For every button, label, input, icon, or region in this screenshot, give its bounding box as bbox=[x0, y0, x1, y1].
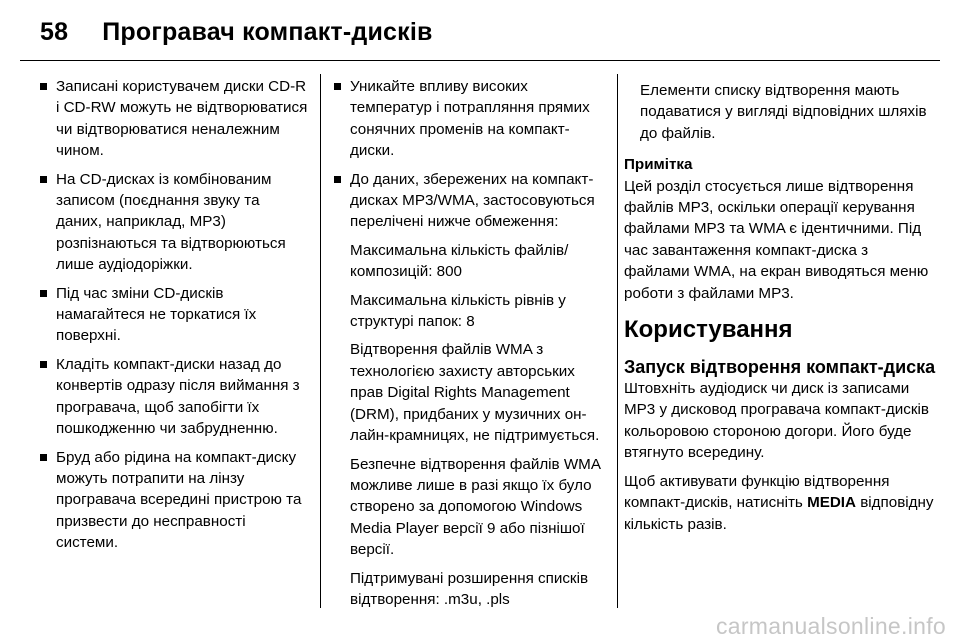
body-paragraph: Штовхніть аудіодиск чи диск із записами MP3 у дисковод програвача компакт-дисків кольоровою стороною догори. Його буде втягнуто всередину. bbox=[624, 380, 929, 462]
list-item-text: Бруд або рідина на компакт-диску можуть потрапити на лінзу програвача всередині пристрою та призвести до несправності системи. bbox=[56, 448, 302, 552]
list-item-text: Під час зміни CD-дисків намагайтеся не торкатися їх поверхні. bbox=[56, 284, 257, 345]
list-item-text: На CD-дисках із комбінованим записом (поєднання звуку та даних, наприклад, MP3) розпізнаються та відтворюються лише аудіодоріжки. bbox=[56, 170, 286, 274]
restriction-paragraph: Максимальна кількість файлів/композицій: 800 bbox=[350, 241, 569, 281]
list-item-text: До даних, збережених на компакт-дисках MP3/WMA, застосовуються перелічені нижче обмеження: bbox=[350, 170, 595, 231]
restriction-paragraph: Підтримувані розширення списків відтворення: .m3u, .pls bbox=[350, 569, 589, 608]
note-block bbox=[624, 154, 936, 304]
column-2 bbox=[334, 76, 609, 617]
bullet-list-1 bbox=[40, 76, 308, 554]
text-fragment: Щоб активувати функцію відтворення компакт-дисків, натисніть bbox=[624, 472, 890, 512]
bullet-icon bbox=[40, 176, 47, 183]
page-title: Програвач компакт-дисків bbox=[102, 17, 433, 46]
subsection-heading: Запуск відтворення компакт-диска bbox=[624, 357, 936, 378]
watermark: carmanualsonline.info bbox=[715, 613, 946, 639]
column-divider-2 bbox=[617, 74, 618, 608]
bullet-icon bbox=[40, 361, 47, 368]
body-paragraph bbox=[624, 471, 936, 535]
bullet-icon bbox=[334, 176, 341, 183]
list-item bbox=[40, 169, 308, 276]
intro-paragraph: Елементи списку відтворення мають подаватися у вигляді відповідних шляхів до файлів. bbox=[640, 82, 927, 142]
list-item bbox=[40, 76, 308, 162]
list-item bbox=[40, 283, 308, 347]
text-fragment: відповідну кількість разів. bbox=[624, 494, 934, 533]
media-key-label: MEDIA bbox=[807, 494, 856, 512]
bullet-icon bbox=[40, 83, 47, 90]
note-text: Цей розділ стосується лише відтворення файлів MP3, оскільки операції керування файлами MP3 та WMA є ідентичними. Під час завантаження компакт-диска з файлами WMA, на екран виводяться меню роботи з файлами MP3. bbox=[624, 177, 929, 302]
section-heading: Користування bbox=[624, 316, 793, 344]
list-item bbox=[334, 169, 609, 233]
restriction-paragraph: Безпечне відтворення файлів WMA можливе лише в разі якщо їх було створено за допомогою Windows Media Player версії 9 або пізнішої версії. bbox=[350, 455, 601, 559]
bullet-icon bbox=[40, 454, 47, 461]
list-item-text: Уникайте впливу високих температур і потрапляння прямих сонячних променів на компакт-диски. bbox=[350, 78, 590, 160]
restriction-paragraph: Максимальна кількість рівнів у структурі папок: 8 bbox=[350, 291, 566, 331]
bullet-icon bbox=[40, 290, 47, 297]
page-number: 58 bbox=[40, 17, 69, 46]
page-header bbox=[40, 8, 920, 56]
list-item-text: Кладіть компакт-диски назад до конвертів одразу після виймання з програвача, щоб запобігти їх пошкодженню чи забрудненню. bbox=[56, 355, 300, 438]
column-3 bbox=[624, 80, 936, 542]
restrictions-block bbox=[334, 240, 609, 611]
bullet-list-2 bbox=[334, 76, 609, 233]
list-item bbox=[40, 354, 308, 440]
column-divider-1 bbox=[320, 74, 321, 608]
list-item-text: Записані користувачем диски CD-R і CD-RW можуть не відтворюватися чи відтворюватися неналежним чином. bbox=[56, 78, 308, 160]
list-item bbox=[334, 76, 609, 162]
restriction-paragraph: Відтворення файлів WMA з технологією захисту авторських прав Digital Rights Management (DRM), придбаних у музичних он-лайн-крамницях, не підтримується. bbox=[350, 341, 600, 445]
note-heading: Примітка bbox=[624, 156, 693, 174]
header-divider bbox=[20, 60, 940, 61]
bullet-icon bbox=[334, 83, 341, 90]
list-item bbox=[40, 447, 308, 554]
column-1 bbox=[40, 76, 308, 561]
